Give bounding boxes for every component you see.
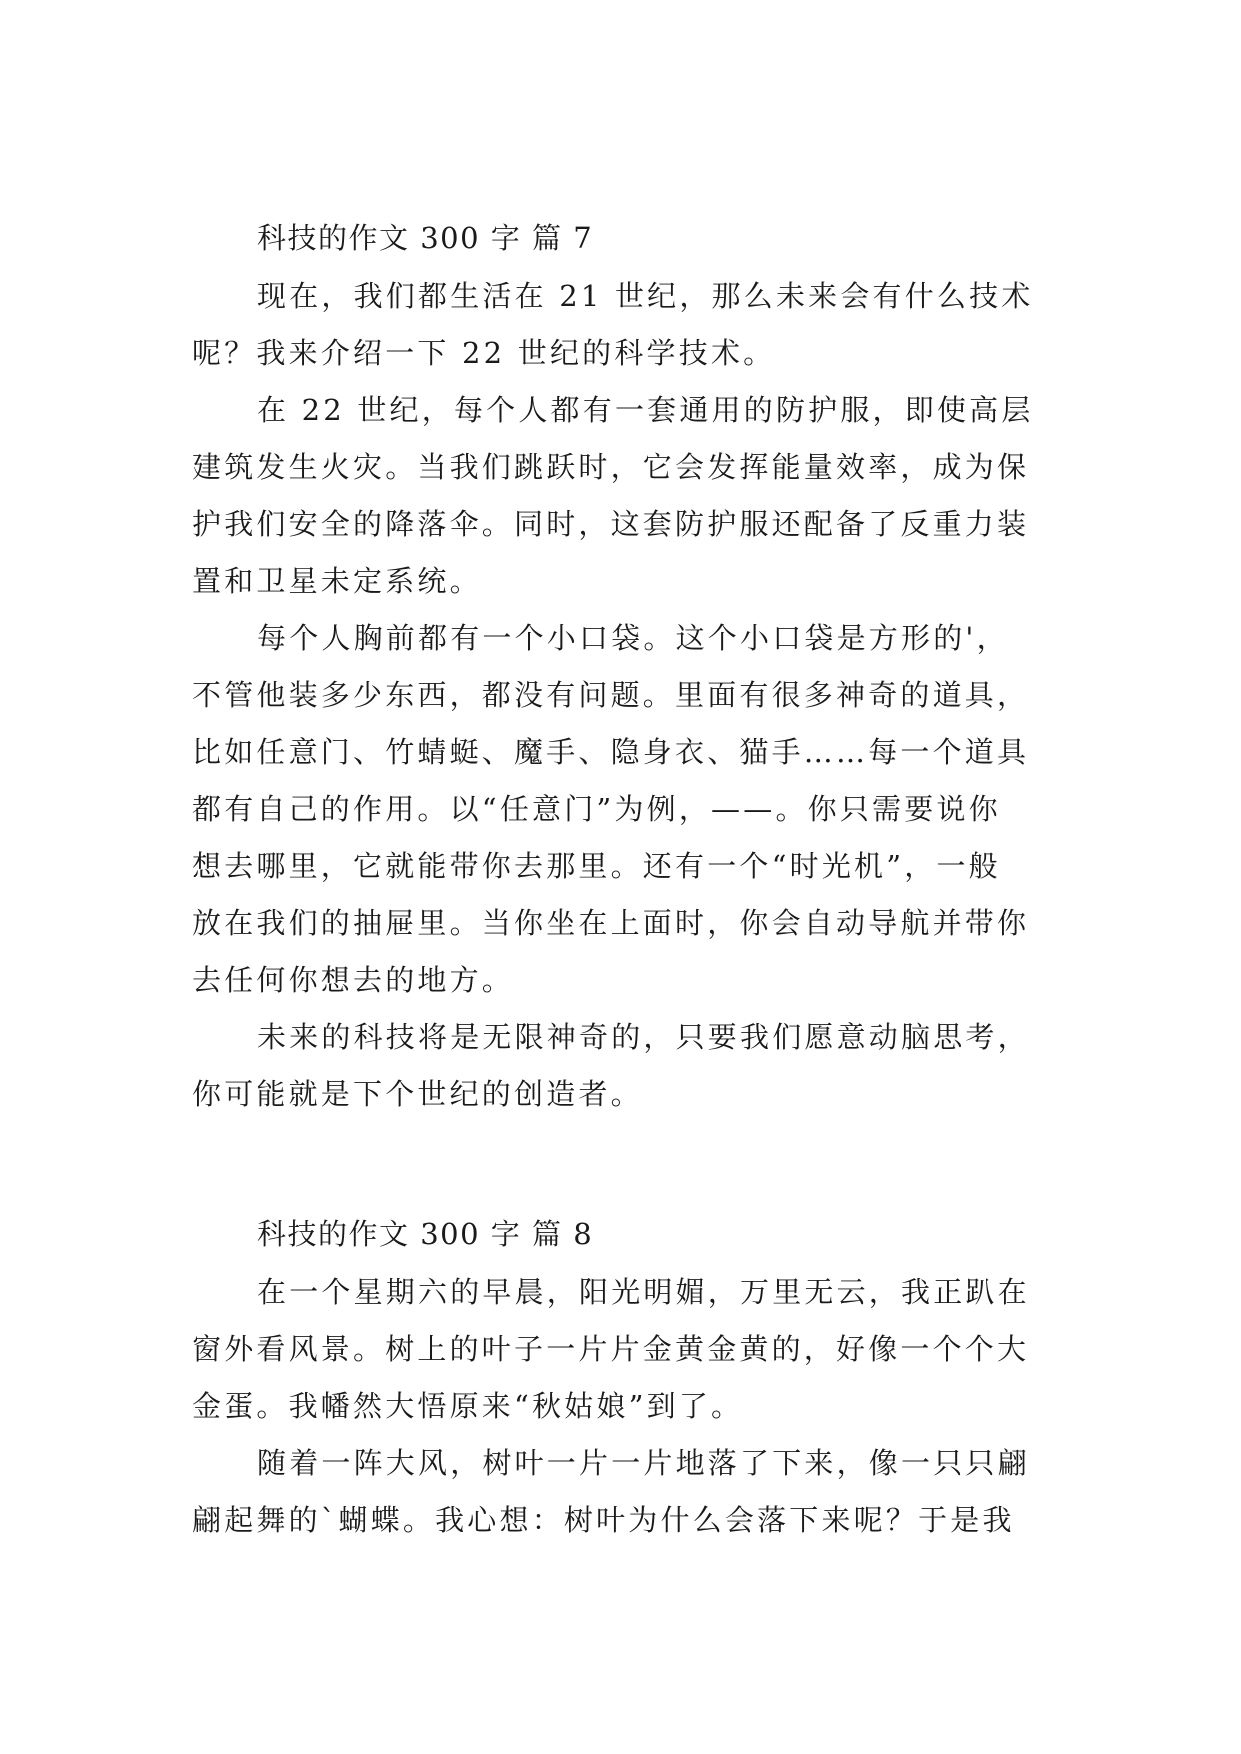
section-title: 科技的作文 300 字 篇 7 xyxy=(257,221,594,255)
paragraph-line: 你可能就是下个世纪的创造者。 xyxy=(192,1077,643,1111)
paragraph-line: 每个人胸前都有一个小口袋。这个小口袋是方形的'， xyxy=(257,621,1009,655)
paragraph-line: 翩起舞的`蝴蝶。我心想：树叶为什么会落下来呢？于是我 xyxy=(192,1503,1015,1537)
section-title: 科技的作文 300 字 篇 8 xyxy=(257,1217,594,1251)
paragraph-line: 在一个星期六的早晨，阳光明媚，万里无云，我正趴在 xyxy=(257,1275,1030,1309)
paragraph-line: 都有自己的作用。以“任意门”为例，——。你只需要说你 xyxy=(192,792,1001,826)
paragraph-line: 在 22 世纪，每个人都有一套通用的防护服，即使高层 xyxy=(257,393,1034,427)
paragraph-line: 建筑发生火灾。当我们跳跃时，它会发挥能量效率，成为保 xyxy=(192,450,1030,484)
paragraph-line: 放在我们的抽屉里。当你坐在上面时，你会自动导航并带你 xyxy=(192,906,1030,940)
paragraph-line: 未来的科技将是无限神奇的，只要我们愿意动脑思考， xyxy=(257,1020,1030,1054)
paragraph-line: 呢？我来介绍一下 22 世纪的科学技术。 xyxy=(192,336,776,370)
paragraph-line: 置和卫星未定系统。 xyxy=(192,564,482,598)
paragraph-line: 随着一阵大风，树叶一片一片地落了下来，像一只只翩 xyxy=(257,1446,1030,1480)
paragraph-line: 去任何你想去的地方。 xyxy=(192,963,515,997)
paragraph-line: 金蛋。我幡然大悟原来“秋姑娘”到了。 xyxy=(192,1389,744,1423)
paragraph-line: 护我们安全的降落伞。同时，这套防护服还配备了反重力装 xyxy=(192,507,1030,541)
paragraph-line: 现在，我们都生活在 21 世纪，那么未来会有什么技术 xyxy=(257,279,1034,313)
paragraph-line: 不管他装多少东西，都没有问题。里面有很多神奇的道具， xyxy=(192,678,1030,712)
paragraph-line: 窗外看风景。树上的叶子一片片金黄金黄的，好像一个个大 xyxy=(192,1332,1030,1366)
paragraph-line: 比如任意门、竹蜻蜓、魔手、隐身衣、猫手……每一个道具 xyxy=(192,735,1030,769)
paragraph-line: 想去哪里，它就能带你去那里。还有一个“时光机”，一般 xyxy=(192,849,1001,883)
